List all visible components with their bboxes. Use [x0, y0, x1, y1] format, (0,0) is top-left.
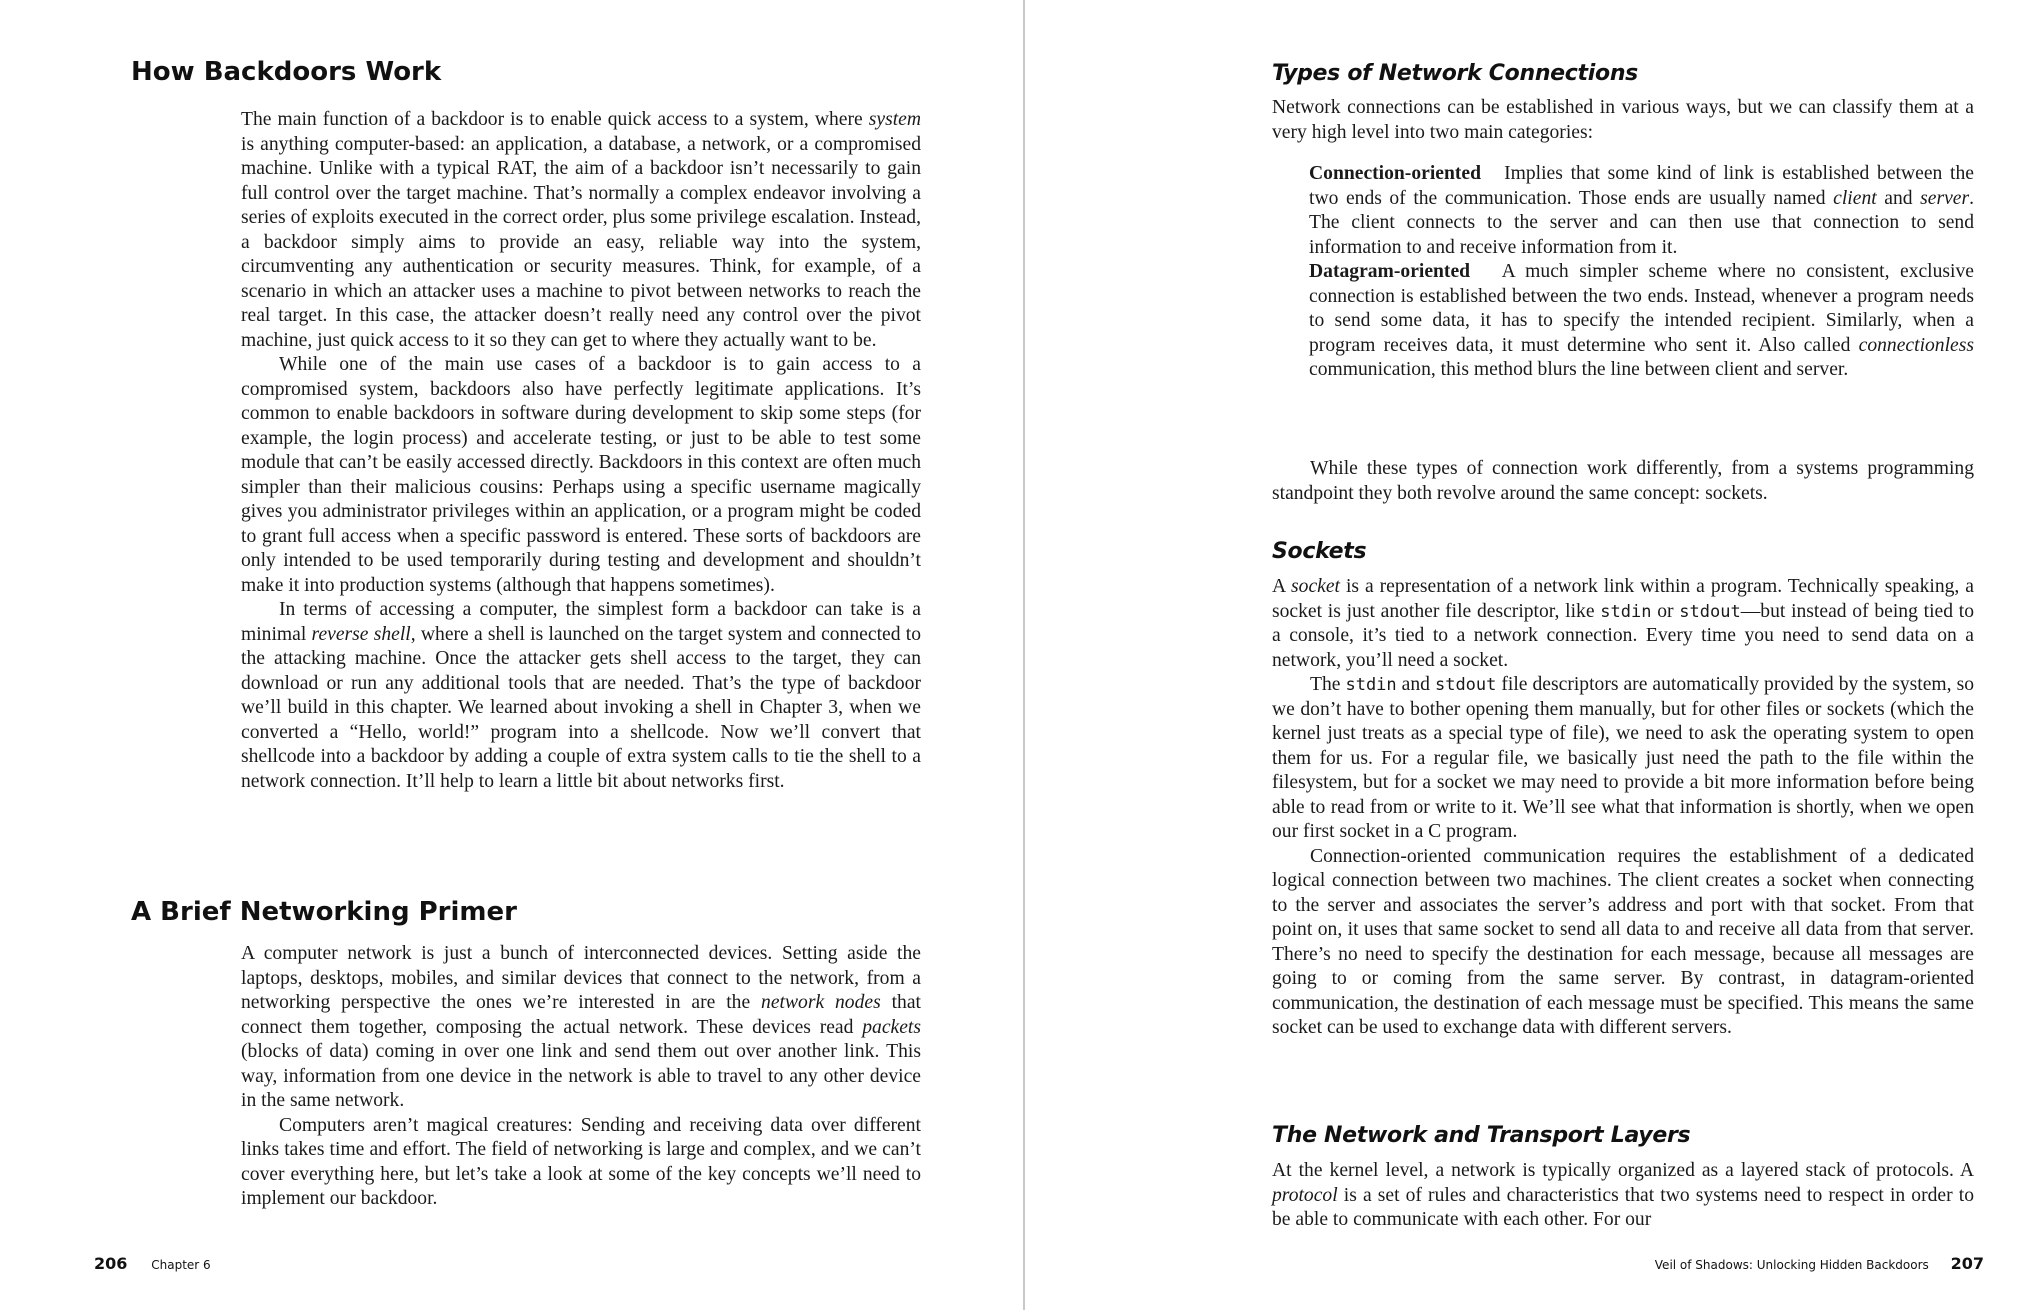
- section-heading-sockets: Sockets: [1272, 539, 1367, 564]
- paragraph: Connection-oriented communication requires the establishment of a dedicated logical connection between two machines. The client creates a socket when connecting to the server and associates the server’s address and port with that socket. From that point on, it uses that same socket to send all data to and receive all data from that server. There’s no need to specify the destination for each message, because all messages are going to or coming from the same server. By contrast, in datagram-oriented communication, the destination of each message must be specified. This means the same socket can be used to exchange data with different servers.: [1272, 845, 1974, 1038]
- definition-connection-oriented: Connection-oriented Implies that some kind of link is established between the two ends of the communication. Those ends are usually named client and server. The client connects to the server and can then use that connection to send information to and receive information from it.: [1309, 163, 1974, 258]
- paragraph: While one of the main use cases of a backdoor is to gain access to a compromised system, backdoors also have perfectly legitimate applications. It’s common to enable backdoors in software during development to skip some steps (for example, the login process) and accelerate testing, or just to be able to test some module that can’t be easily accessed directly. Backdoors in this context are often much simpler than their malicious cousins: Perhaps using a specific username magically gives you administrator privileges within an application, or a program might be coded to grant full access when a specific password is entered. These sorts of backdoors are only intended to be used temporarily during testing and development and shouldn’t make it into production systems (although that happens sometimes).: [241, 354, 921, 596]
- section-outro-types-of-connections: [1272, 457, 1974, 506]
- section-body-networking-primer: [241, 942, 921, 1212]
- section-body-sockets: [1272, 575, 1974, 1041]
- section-heading-networking-primer: A Brief Networking Primer: [131, 897, 517, 927]
- section-body-types-of-connections: [1272, 96, 1974, 145]
- paragraph: The stdin and stdout file descriptors are automatically provided by the system, so we don’t have to bother opening them manually, but for other files or sockets (which the kernel just treats as a special type of file), we need to ask the operating system to open them for us. For a regular file, we basically just need the path to the file within the filesystem, but for a socket we may need to provide a bit more information before being able to read from or write to it. We’ll see what that information is shortly, when we open our first socket in a C program.: [1272, 674, 1974, 842]
- paragraph: A socket is a representation of a network link within a program. Technically speaking, a socket is just another file descriptor, like stdin or stdout—but instead of being tied to a console, it’s tied to a network connection. Every time you need to send data on a network, you’ll need a socket.: [1272, 576, 1974, 671]
- right-page: [1025, 0, 2042, 1310]
- definition-list: [1309, 162, 1974, 383]
- running-head: Veil of Shadows: Unlocking Hidden Backdoors: [1654, 1258, 1929, 1272]
- paragraph: Network connections can be established in various ways, but we can classify them at a very high level into two main categories:: [1272, 97, 1974, 143]
- definition-term: Connection-oriented: [1309, 163, 1481, 184]
- section-body-how-backdoors-work: [241, 108, 921, 794]
- section-body-network-transport-layers: [1272, 1159, 1974, 1233]
- running-head: Chapter 6: [151, 1258, 211, 1272]
- left-page-footer: [94, 1254, 211, 1275]
- right-page-footer: [1655, 1254, 1984, 1275]
- section-heading-how-backdoors-work: How Backdoors Work: [131, 57, 442, 87]
- paragraph: In terms of accessing a computer, the simplest form a backdoor can take is a minimal reverse shell, where a shell is launched on the target system and connected to the attacking machine. Once the attacker gets shell access to the target, they can download or run any additional tools that are needed. That’s the type of backdoor we’ll build in this chapter. We learned about invoking a shell in Chapter 3, when we converted a “Hello, world!” program into a shellcode. Now we’ll convert that shellcode into a backdoor by adding a couple of extra system calls to tie the shell to a network connection. It’ll help to learn a little bit about networks first.: [241, 599, 921, 792]
- paragraph: At the kernel level, a network is typically organized as a layered stack of protocols. A protocol is a set of rules and characteristics that two systems need to respect in order to be able to communicate with each other. For our: [1272, 1160, 1974, 1230]
- paragraph: Computers aren’t magical creatures: Sending and receiving data over different links takes time and effort. The field of networking is large and complex, and we can’t cover everything here, but let’s take a look at some of the key concepts we’ll need to implement our backdoor.: [241, 1114, 921, 1209]
- paragraph: The main function of a backdoor is to enable quick access to a system, where system is anything computer-based: an application, a database, a network, or a compromised machine. Unlike with a typical RAT, the aim of a backdoor isn’t necessarily to gain full control over the target machine. That’s normally a complex endeavor involving a series of exploits executed in the correct order, plus some privilege escalation. Instead, a backdoor simply aims to provide an easy, reliable way into the system, circumventing any authentication or security measures. Think, for example, of a scenario in which an attacker uses a machine to pivot between networks to reach the real target. In this case, the attacker doesn’t really need any control over the pivot machine, just quick access to it so they can get to where they actually want to be.: [241, 109, 921, 351]
- definition-term: Datagram-oriented: [1309, 261, 1471, 282]
- paragraph: While these types of connection work differently, from a systems programming standpoint they both revolve around the same concept: sockets.: [1272, 458, 1974, 504]
- definition-datagram-oriented: Datagram-oriented A much simpler scheme where no consistent, exclusive connection is established between the two ends. Instead, whenever a program needs to send some data, it has to specify the intended recipient. Similarly, when a program receives data, it must determine who sent it. Also called connectionless communication, this method blurs the line between client and server.: [1309, 261, 1974, 380]
- paragraph: A computer network is just a bunch of interconnected devices. Setting aside the laptops, desktops, mobiles, and similar devices that connect to the network, from a networking perspective the ones we’re interested in are the network nodes that connect them together, composing the actual network. These devices read packets (blocks of data) coming in over one link and send them out over another link. This way, information from one device in the network is able to travel to any other device in the same network.: [241, 943, 921, 1111]
- page-number: 207: [1950, 1254, 1984, 1273]
- page-number: 206: [94, 1254, 128, 1273]
- section-heading-network-transport-layers: The Network and Transport Layers: [1272, 1123, 1691, 1148]
- section-heading-types-of-connections: Types of Network Connections: [1272, 61, 1638, 86]
